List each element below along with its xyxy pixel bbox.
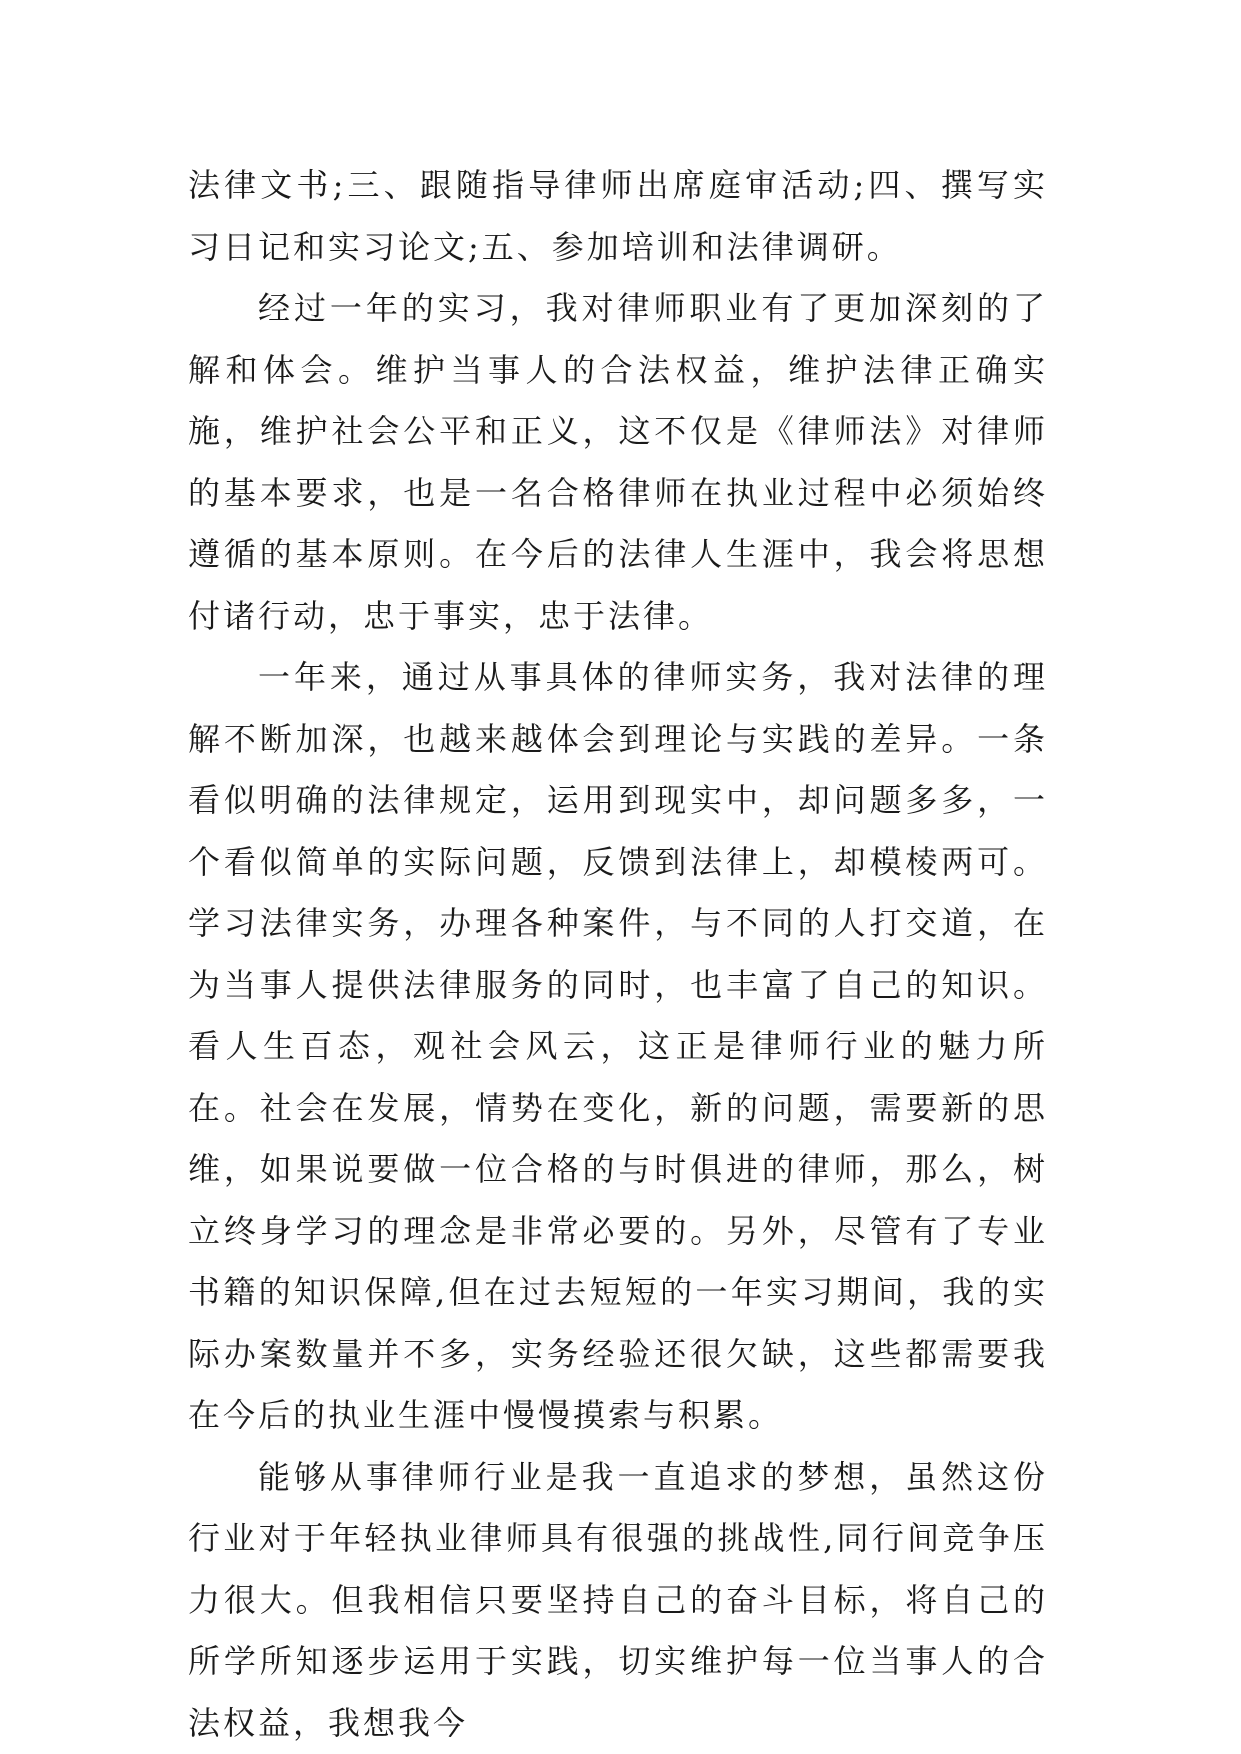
paragraph-internship-experience: 经过一年的实习，我对律师职业有了更加深刻的了解和体会。维护当事人的合法权益，维护法律正确实施，维护社会公平和正义，这不仅是《律师法》对律师的基本要求，也是一名合格律师在执业过程中必须始终遵循的基本原则。在今后的法律人生涯中，我会将思想付诸行动，忠于事实，忠于法律。 [188, 289, 1048, 635]
paragraph-career-aspiration: 能够从事律师行业是我一直追求的梦想，虽然这份行业对于年轻执业律师具有很强的挑战性,同行间竞争压力很大。但我相信只要坚持自己的奋斗目标，将自己的所学所知逐步运用于实践，切实维护每一位当事人的合法权益，我想我今 [188, 1457, 1048, 1742]
paragraph-continuation: 法律文书;三、跟随指导律师出席庭审活动;四、撰写实习日记和实习论文;五、参加培训和法律调研。 [188, 166, 1048, 266]
document-body [188, 155, 1048, 1754]
paragraph-practice-reflection: 一年来，通过从事具体的律师实务，我对法律的理解不断加深，也越来越体会到理论与实践的差异。一条看似明确的法律规定，运用到现实中，却问题多多，一个看似简单的实际问题，反馈到法律上，却模棱两可。学习法律实务，办理各种案件，与不同的人打交道，在为当事人提供法律服务的同时，也丰富了自己的知识。看人生百态，观社会风云，这正是律师行业的魅力所在。社会在发展，情势在变化，新的问题，需要新的思维，如果说要做一位合格的与时俱进的律师，那么，树立终身学习的理念是非常必要的。另外，尽管有了专业书籍的知识保障,但在过去短短的一年实习期间，我的实际办案数量并不多，实务经验还很欠缺，这些都需要我在今后的执业生涯中慢慢摸索与积累。 [188, 658, 1048, 1434]
